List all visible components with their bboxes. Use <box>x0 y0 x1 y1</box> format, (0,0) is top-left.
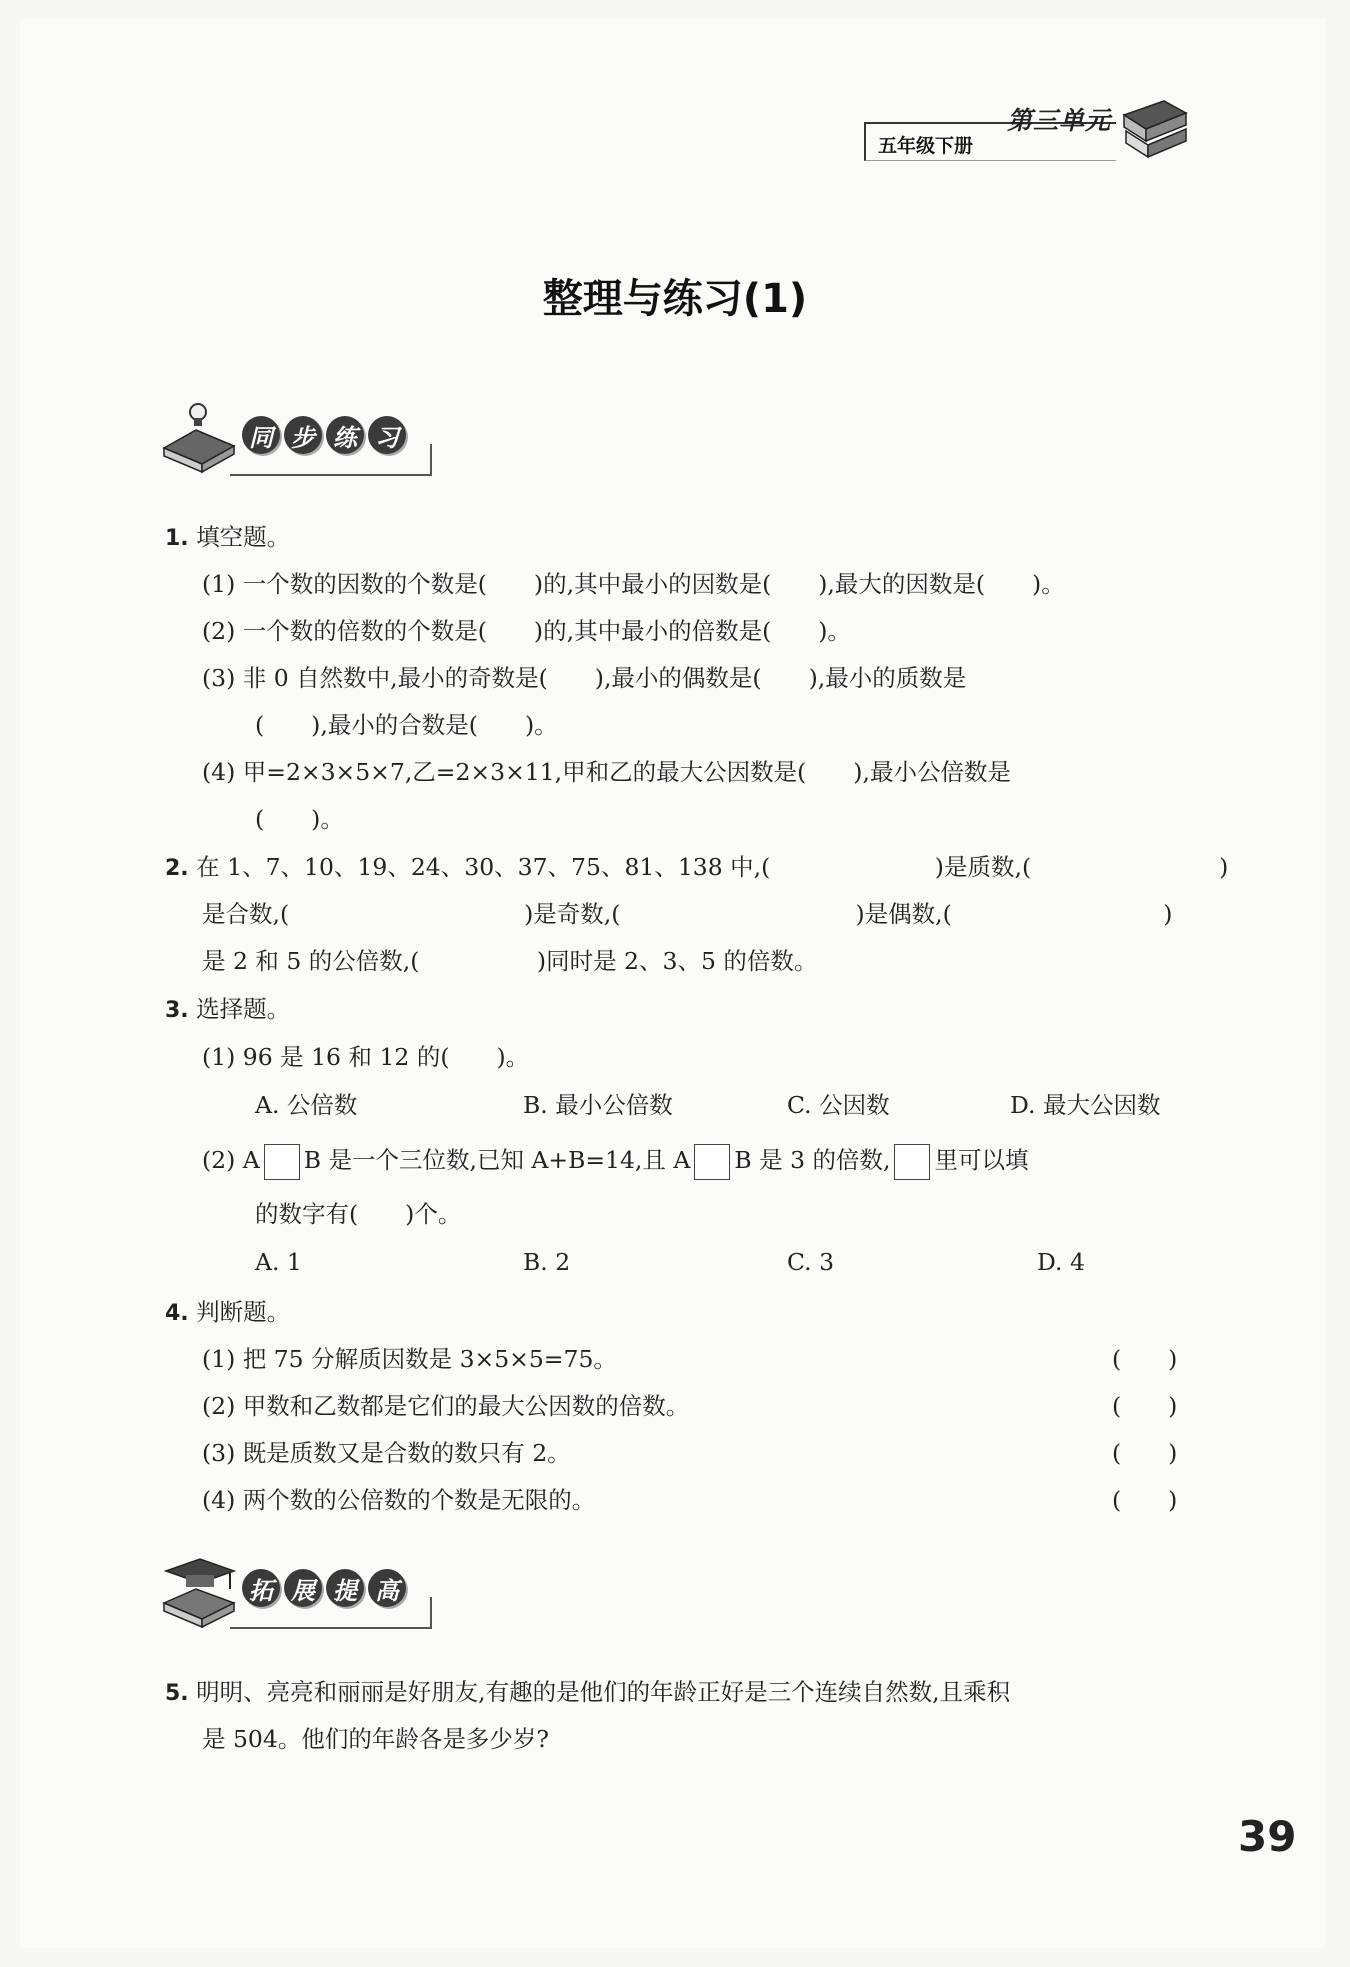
q1-part-3a: (3) 非 0 自然数中,最小的奇数是( ),最小的偶数是( ),最小的质数是 <box>202 664 967 692</box>
question-stem: 判断题。 <box>196 1298 291 1326</box>
q3-p2-suffix: 里可以填 <box>934 1146 1029 1174</box>
unit-header <box>862 95 1192 170</box>
banner-char: 习 <box>368 416 406 454</box>
q3-p1-option-a: A. 公倍数 <box>255 1091 358 1119</box>
q3-p2-option-a: A. 1 <box>255 1248 302 1276</box>
q3-part-1: (1) 96 是 16 和 12 的( )。 <box>202 1043 530 1071</box>
digit-box <box>264 1144 300 1180</box>
q3-part-2b: 的数字有( )个。 <box>255 1200 462 1228</box>
q4-item-4: (4) 两个数的公倍数的个数是无限的。 <box>202 1486 596 1514</box>
question-3 <box>165 992 290 1028</box>
q5-line-2: 是 504。他们的年龄各是多少岁? <box>202 1725 549 1753</box>
q3-part-2 <box>202 1143 1028 1180</box>
q3-p2-mid1: B 是一个三位数,已知 A+B=14,且 A <box>303 1146 691 1174</box>
q3-p2-option-d: D. 4 <box>1037 1248 1085 1276</box>
q4-answer-4: ( ) <box>1112 1486 1178 1514</box>
unit-label: 第三单元 <box>1007 106 1112 135</box>
banner-char: 拓 <box>242 1569 280 1607</box>
grad-cap-books-icon <box>160 1553 240 1633</box>
question-1 <box>165 520 290 556</box>
question-number: 3. <box>165 998 189 1023</box>
q1-part-3b: ( ),最小的合数是( )。 <box>255 711 558 739</box>
q3-p1-option-b: B. 最小公倍数 <box>523 1091 673 1119</box>
banner-title <box>242 1569 406 1607</box>
q3-p2-option-b: B. 2 <box>523 1248 571 1276</box>
page-number: 39 <box>1238 1812 1297 1861</box>
q4-item-2: (2) 甲数和乙数都是它们的最大公因数的倍数。 <box>202 1392 690 1420</box>
q4-answer-3: ( ) <box>1112 1439 1178 1467</box>
section-banner-extension <box>160 1553 440 1633</box>
q4-item-3: (3) 既是质数又是合数的数只有 2。 <box>202 1439 571 1467</box>
banner-char: 高 <box>368 1569 406 1607</box>
q4-answer-1: ( ) <box>1112 1345 1178 1373</box>
q1-part-1: (1) 一个数的因数的个数是( )的,其中最小的因数是( ),最大的因数是( )。 <box>202 570 1065 598</box>
q3-p2-mid2: B 是 3 的倍数, <box>734 1146 891 1174</box>
page-title: 整理与练习(1) <box>542 276 808 322</box>
question-number: 2. <box>165 856 189 881</box>
q3-p2-option-c: C. 3 <box>787 1248 835 1276</box>
banner-char: 提 <box>326 1569 364 1607</box>
q3-p1-option-c: C. 公因数 <box>787 1091 890 1119</box>
q1-part-4b: ( )。 <box>255 805 344 833</box>
banner-char: 练 <box>326 416 364 454</box>
question-number: 5. <box>165 1681 189 1706</box>
q1-part-2: (2) 一个数的倍数的个数是( )的,其中最小的倍数是( )。 <box>202 617 851 645</box>
section-banner-sync-practice <box>160 400 440 480</box>
q3-p2-prefix: (2) A <box>202 1146 260 1174</box>
grade-label: 五年级下册 <box>878 135 974 157</box>
digit-box <box>694 1144 730 1180</box>
banner-char: 展 <box>284 1569 322 1607</box>
q4-answer-2: ( ) <box>1112 1392 1178 1420</box>
question-stem: 填空题。 <box>196 523 291 551</box>
question-4 <box>165 1295 290 1331</box>
question-2 <box>165 850 1228 886</box>
question-stem: 选择题。 <box>196 995 291 1023</box>
question-number: 1. <box>165 526 189 551</box>
question-number: 4. <box>165 1301 189 1326</box>
banner-title <box>242 416 406 454</box>
q3-p1-option-d: D. 最大公因数 <box>1010 1091 1161 1119</box>
books-bulb-icon <box>160 400 240 480</box>
digit-box <box>894 1144 930 1180</box>
q5-line-1: 明明、亮亮和丽丽是好朋友,有趣的是他们的年龄正好是三个连续自然数,且乘积 <box>196 1678 1011 1706</box>
q2-line-3: 是 2 和 5 的公倍数,( )同时是 2、3、5 的倍数。 <box>202 947 818 975</box>
books-icon <box>1118 95 1190 165</box>
question-5 <box>165 1675 1010 1711</box>
banner-char: 同 <box>242 416 280 454</box>
q2-line-2: 是合数,( )是奇数,( )是偶数,( ) <box>202 900 1173 928</box>
banner-char: 步 <box>284 416 322 454</box>
q4-item-1: (1) 把 75 分解质因数是 3×5×5=75。 <box>202 1345 617 1373</box>
q2-line-1: 在 1、7、10、19、24、30、37、75、81、138 中,( )是质数,( ) <box>196 853 1229 881</box>
q1-part-4a: (4) 甲=2×3×5×7,乙=2×3×11,甲和乙的最大公因数是( ),最小公倍数是 <box>202 758 1011 786</box>
